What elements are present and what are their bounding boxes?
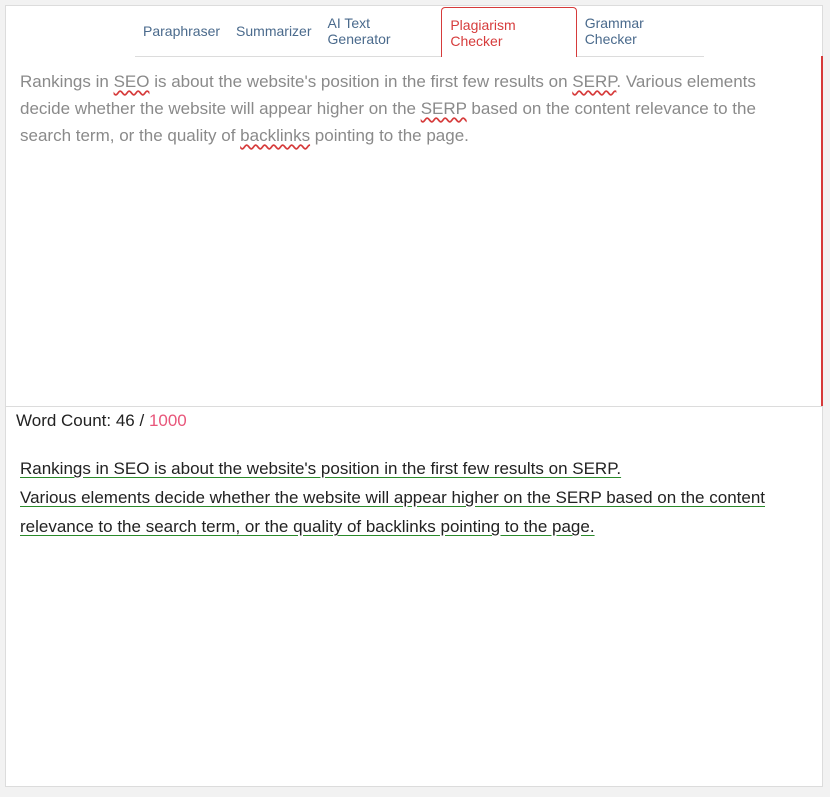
spellcheck-word: SERP <box>572 72 617 91</box>
editor-text: pointing to the page. <box>310 126 469 145</box>
tool-tabs <box>135 6 704 57</box>
word-count-label: Word Count: <box>16 411 116 430</box>
section-divider <box>6 406 822 407</box>
result-sentence[interactable]: Rankings in SEO is about the website's position in the first few results on SERP. <box>20 459 622 478</box>
editor-text: is about the website's position in the first few results on <box>149 72 573 91</box>
result-sentence[interactable]: Various elements decide whether the website will appear higher on the SERP based on the content relevance to the search term, or the quality of backlinks pointing to the page. <box>20 488 766 536</box>
tab-summarizer[interactable]: Summarizer <box>236 23 312 39</box>
tab-plagiarism-checker[interactable]: Plagiarism Checker <box>441 7 576 57</box>
word-count <box>16 411 187 431</box>
tab-grammar-checker[interactable]: Grammar Checker <box>584 15 644 47</box>
tab-ai-text-generator[interactable]: AI Text Generator <box>327 15 391 47</box>
tab-paraphraser[interactable]: Paraphraser <box>143 23 221 39</box>
editor-text: . Various elements decide whether the website will appear higher on the <box>20 72 756 118</box>
tool-card <box>5 5 823 787</box>
word-count-separator: / <box>134 411 149 430</box>
editor-text: based on the content relevance to the search term, or the quality of <box>20 99 756 145</box>
spellcheck-word: SERP <box>420 99 467 118</box>
input-text-area[interactable] <box>20 68 800 149</box>
spellcheck-word: backlinks <box>240 126 311 145</box>
editor-text: Rankings in <box>20 72 114 91</box>
plagiarism-results <box>20 454 810 541</box>
word-count-max: 1000 <box>148 411 187 430</box>
editor-scroll-indicator <box>821 56 823 406</box>
spellcheck-word: SEO <box>113 72 150 91</box>
word-count-value: 46 <box>115 411 135 430</box>
